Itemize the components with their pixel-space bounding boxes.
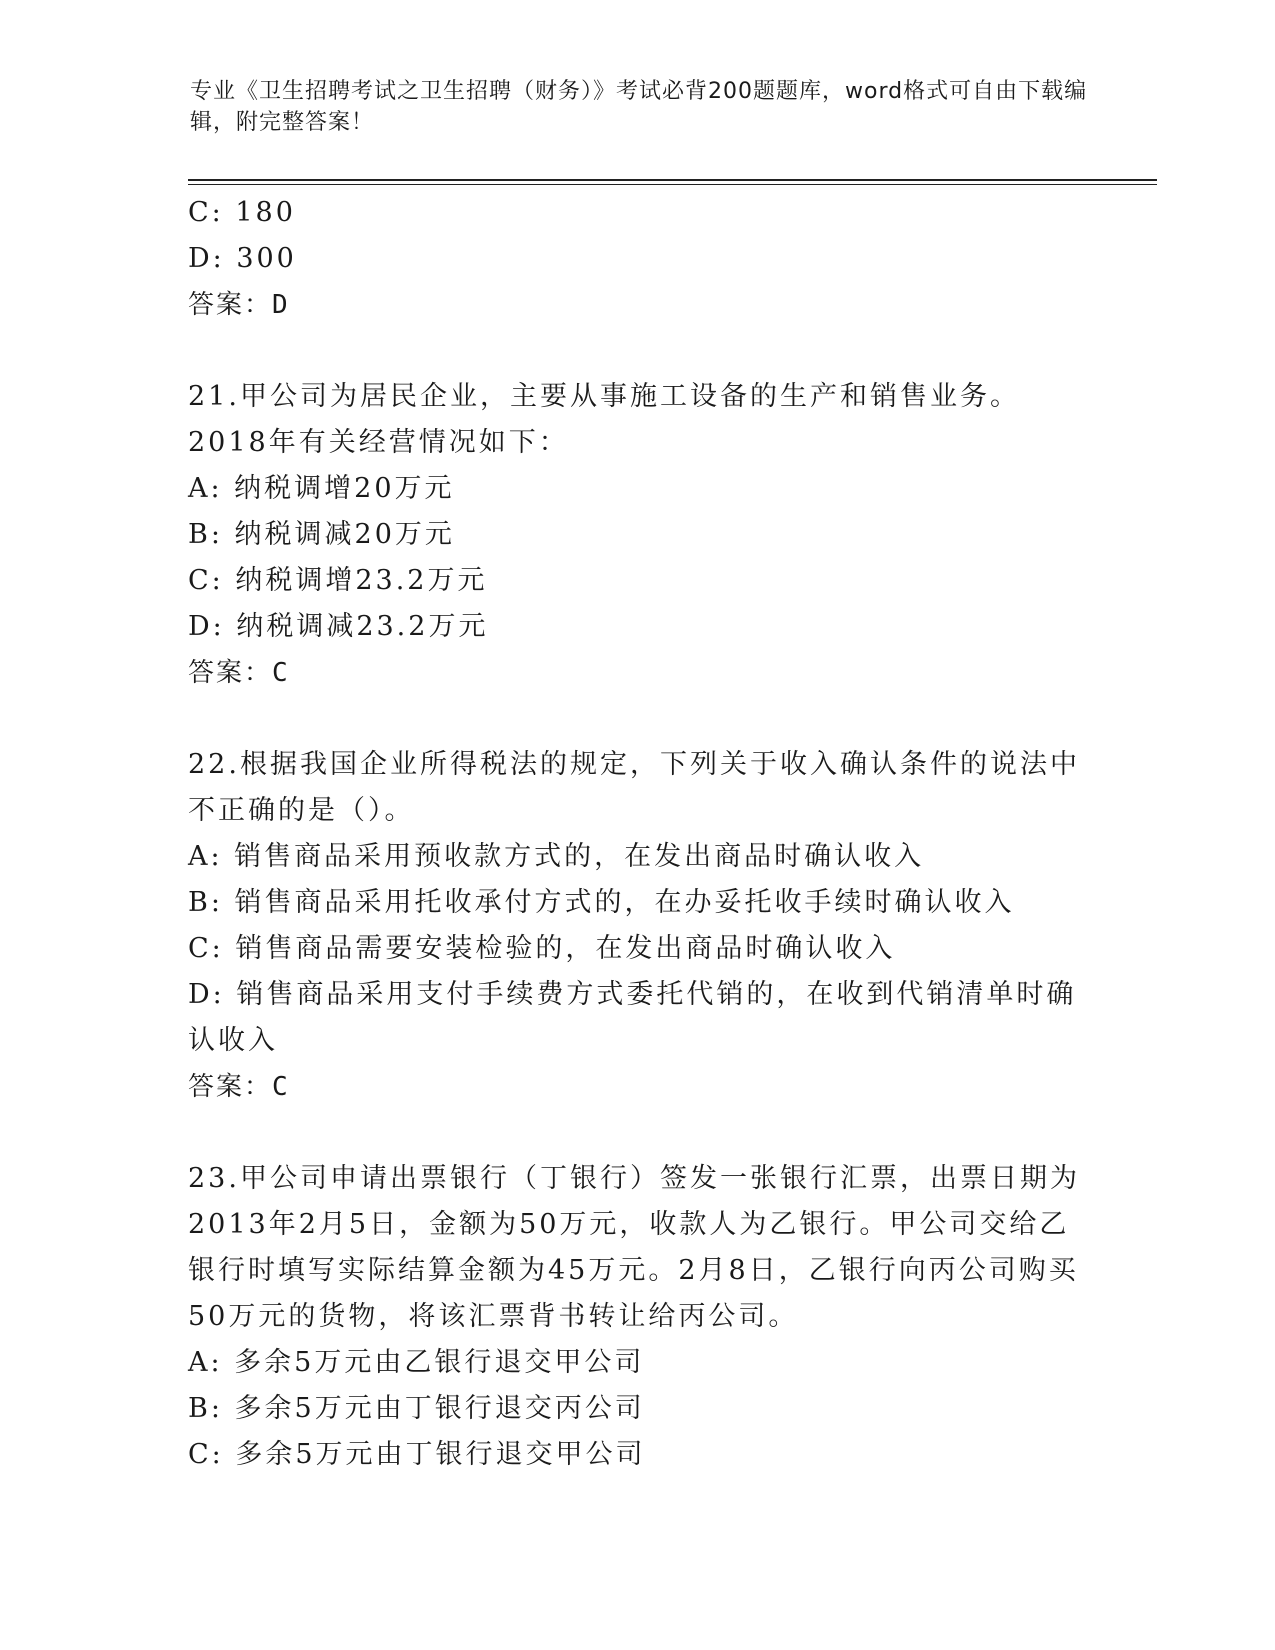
option-b: B: 销售商品采用托收承付方式的，在办妥托收手续时确认收入	[188, 887, 1015, 918]
question-stem: 23.甲公司申请出票银行（丁银行）签发一张银行汇票，出票日期为2013年2月5日，金额为50万元，收款人为乙银行。甲公司交给乙银行时填写实际结算金额为45万元。2月8日，乙银行向丙公司购买50万元的货物，将该汇票背书转让给丙公司。	[188, 1163, 1080, 1332]
option-a: A: 多余5万元由乙银行退交甲公司	[188, 1347, 645, 1378]
option-c: C: 纳税调增23.2万元	[188, 565, 488, 596]
option-c: C: 销售商品需要安装检验的，在发出商品时确认收入	[188, 933, 896, 964]
answer-line: 答案：D	[188, 290, 290, 320]
option-a: A: 销售商品采用预收款方式的，在发出商品时确认收入	[188, 841, 925, 872]
spacer	[188, 328, 1088, 374]
question-22	[188, 742, 1088, 1110]
option-d: D: 300	[188, 243, 297, 274]
spacer	[188, 1110, 1088, 1156]
header-rule-thick	[188, 179, 1157, 181]
option-b: B: 纳税调减20万元	[188, 519, 455, 550]
option-c: C: 多余5万元由丁银行退交甲公司	[188, 1439, 646, 1470]
spacer	[188, 696, 1088, 742]
question-stem: 22.根据我国企业所得税法的规定，下列关于收入确认条件的说法中不正确的是（）。	[188, 749, 1080, 826]
document-body	[188, 190, 1088, 1478]
answer-line: 答案：C	[188, 658, 290, 688]
option-c: C: 180	[188, 197, 296, 228]
header-rule-thin	[188, 184, 1157, 185]
question-23	[188, 1156, 1088, 1478]
option-d: D: 纳税调减23.2万元	[188, 611, 489, 642]
document-header: 专业《卫生招聘考试之卫生招聘（财务）》考试必背200题题库，word格式可自由下载编辑，附完整答案！	[190, 79, 1088, 135]
option-b: B: 多余5万元由丁银行退交丙公司	[188, 1393, 645, 1424]
question-21	[188, 374, 1088, 696]
option-d: D: 销售商品采用支付手续费方式委托代销的，在收到代销清单时确认收入	[188, 979, 1077, 1056]
option-a: A: 纳税调增20万元	[188, 473, 455, 504]
question-stem: 21.甲公司为居民企业，主要从事施工设备的生产和销售业务。2018年有关经营情况如下：	[188, 381, 1020, 458]
previous-question-tail	[188, 190, 1088, 328]
answer-line: 答案：C	[188, 1072, 290, 1102]
